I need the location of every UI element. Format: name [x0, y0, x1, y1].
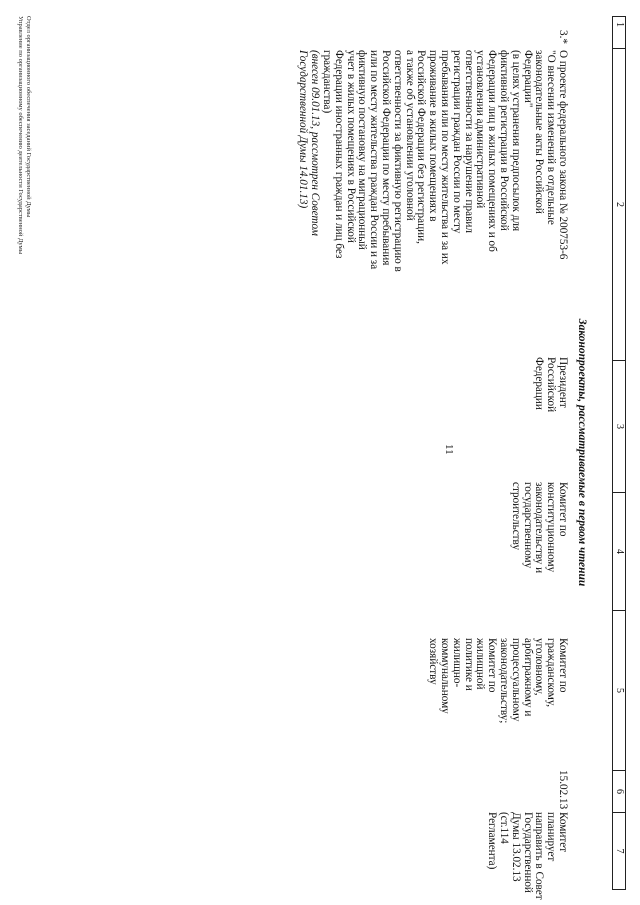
column-header-table: [612, 16, 626, 890]
bill-description-line: учет в жилых помещениях в Российской: [344, 50, 357, 243]
responsible-committee: [509, 482, 568, 574]
bill-description-line: Российской Федерации по месту пребывания: [380, 50, 393, 266]
bill-description-line: "О внесении изменений в отдельные: [545, 50, 558, 225]
bill-status-line: (внесен 09.01.13, рассмотрен Советом: [309, 50, 322, 236]
bill-description-line: фиктивной регистрации в Российской: [498, 50, 511, 231]
note-line: (ст.114 Регламента): [486, 812, 511, 870]
introduced-by-line: Президент: [557, 357, 569, 408]
note-cell: [485, 812, 568, 900]
co-executor-line: хозяйству: [427, 638, 440, 685]
co-executor-line: гражданскому,: [545, 638, 558, 708]
introduced-by-line: Федерации: [533, 357, 546, 410]
footer-line: Отдел организационного обеспечения заседаний Государственной Думы: [25, 16, 32, 218]
co-executor-line: уголовному,: [533, 638, 546, 696]
column-header-3: 3: [613, 361, 626, 493]
co-executor-line: арбитражному и: [521, 638, 534, 717]
bill-description-line: а также об установлении уголовной: [403, 50, 416, 221]
co-executor-line: процессуальному: [509, 638, 522, 722]
co-executor-line: Комитет по: [486, 638, 499, 693]
bill-description-line: фиктивную постановку на миграционный: [356, 50, 369, 250]
bill-description-line: Российской Федерации без регистрации,: [415, 50, 428, 244]
bill-description-line: гражданства): [321, 50, 334, 114]
committee-line: Комитет по: [557, 482, 569, 537]
column-header-4: 4: [613, 493, 626, 611]
committee-line: строительству: [509, 482, 522, 551]
co-executor-committees: [426, 638, 568, 736]
committee-line: законодательству и: [533, 482, 546, 574]
bill-description: [297, 50, 568, 350]
section-title: Законопроекты, рассматриваемые в первом чтении: [576, 318, 588, 587]
column-header-7: 7: [613, 813, 626, 890]
bill-description-line: проживание в жилых помещениях в: [427, 50, 440, 222]
bill-description-line: или по месту жительства граждан России и за: [368, 50, 381, 270]
column-header-5: 5: [613, 611, 626, 771]
bill-description-line: Федерации": [521, 50, 534, 108]
column-header-1: 1: [613, 17, 626, 49]
bill-description-line: установлении административной: [474, 50, 487, 209]
bill-description-line: (в целях устранения предпосылок для: [509, 50, 522, 232]
bill-status-line: Государственной Думы 14.01.13): [297, 50, 310, 209]
bill-description-line: пребывания или по месту жительства и за их: [439, 50, 452, 265]
note-line: Думы 13.02.13: [509, 812, 522, 882]
bill-description-line: О проекте федерального закона № 200753-6: [557, 50, 569, 260]
co-executor-line: жилищной политике и: [462, 638, 487, 691]
bill-description-line: Федерации иностранных граждан и лиц без: [332, 50, 345, 259]
co-executor-line: коммунальному: [439, 638, 452, 714]
note-line: Комитет планирует: [545, 812, 569, 862]
page-number: 11: [443, 444, 455, 455]
introduced-by: [533, 357, 568, 442]
bill-description-line: ответственности за нарушение правил: [462, 50, 475, 233]
bill-description-line: Федерации лиц в жилых помещениях и об: [486, 50, 499, 252]
footer-line: Управление по организационному обеспечению деятельности Государственной Думы: [17, 16, 24, 255]
bill-description-line: законодательные акты Российской: [533, 50, 546, 214]
note-line: направить в Совет: [533, 812, 546, 900]
introduced-by-line: Российской: [545, 357, 558, 413]
committee-line: конституционному: [545, 482, 558, 573]
bill-description-line: регистрации граждан России по месту: [450, 50, 463, 234]
co-executor-line: Комитет по: [557, 638, 569, 693]
footer: [16, 16, 32, 254]
bill-description-line: ответственности за фиктивную регистрацию в: [391, 50, 404, 272]
co-executor-line: жилищно-: [450, 638, 463, 688]
column-header-6: 6: [613, 771, 626, 813]
note-line: Государственной: [521, 812, 534, 893]
committee-line: государственному: [521, 482, 534, 569]
co-executor-line: законодательству;: [498, 638, 511, 724]
column-header-2: 2: [613, 49, 626, 361]
entry-number: 3.*: [557, 30, 569, 44]
date-cell: 15.02.13: [557, 770, 569, 810]
